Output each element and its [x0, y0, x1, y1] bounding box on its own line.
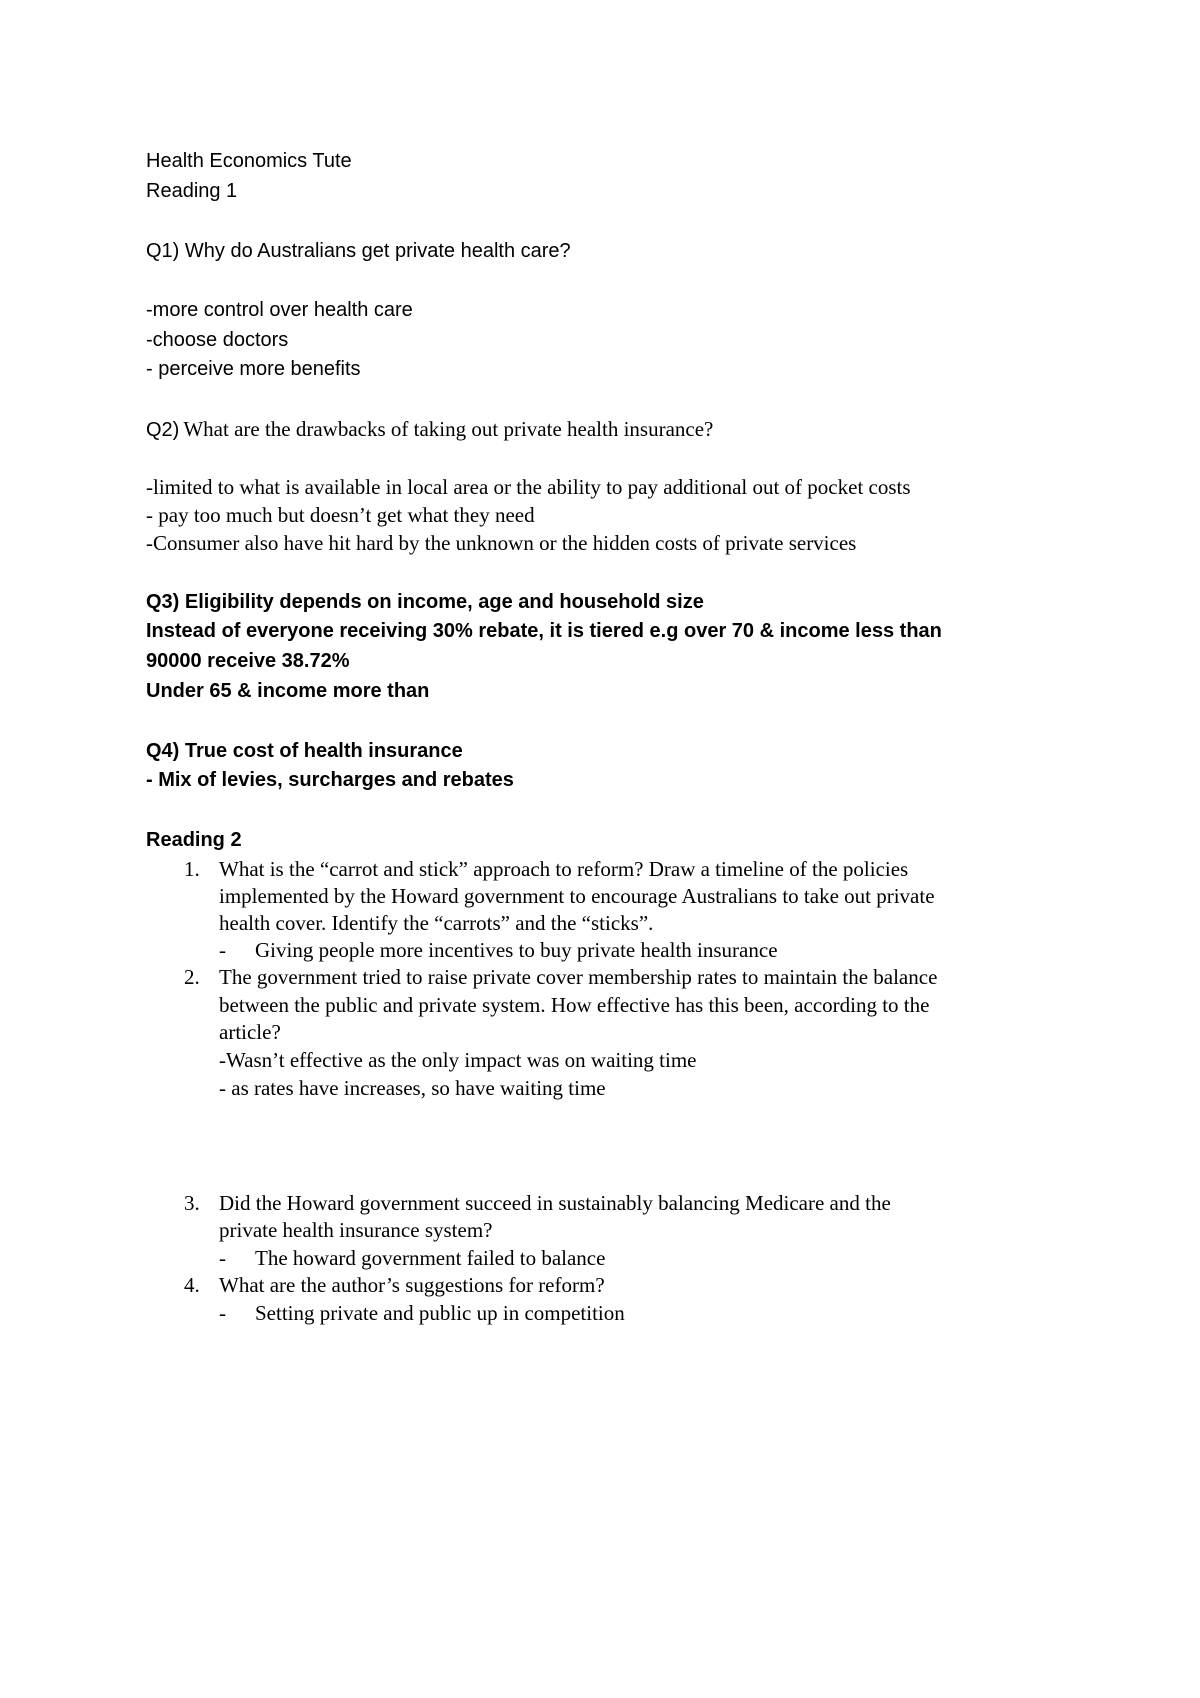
q2-answer-3: -Consumer also have hit hard by the unknown or the hidden costs of private services: [146, 531, 857, 555]
reading2-heading: Reading 2: [146, 829, 242, 851]
list-item-number: 3.: [184, 1191, 200, 1215]
list-item-number: 1.: [184, 857, 200, 881]
q4-answer-1: - Mix of levies, surcharges and rebates: [146, 769, 514, 791]
item1-answer-1: Giving people more incentives to buy private health insurance: [255, 938, 778, 962]
item1-line-2: implemented by the Howard government to encourage Australians to take out private: [219, 884, 935, 908]
item2-line-3: article?: [219, 1020, 281, 1044]
document-title: Health Economics Tute: [146, 150, 352, 172]
q2-question-line: [146, 416, 713, 445]
item3-line-2: private health insurance system?: [219, 1218, 493, 1242]
q4-question: Q4) True cost of health insurance: [146, 740, 463, 762]
item2-line-4: -Wasn’t effective as the only impact was on waiting time: [219, 1048, 697, 1072]
q2-question: What are the drawbacks of taking out private health insurance?: [183, 417, 714, 441]
q3-answer-1: Instead of everyone receiving 30% rebate, it is tiered e.g over 70 & income less than: [146, 620, 942, 642]
item1-line-3: health cover. Identify the “carrots” and the “sticks”.: [219, 911, 654, 935]
list-dash: -: [219, 1301, 226, 1325]
q2-label: Q2): [146, 419, 180, 441]
item4-line-1: What are the author’s suggestions for reform?: [219, 1273, 605, 1297]
list-dash: -: [219, 938, 226, 962]
q3-answer-3: Under 65 & income more than: [146, 680, 430, 702]
q2-answer-1: -limited to what is available in local area or the ability to pay additional out of pocket costs: [146, 475, 911, 499]
q3-question: Q3) Eligibility depends on income, age and household size: [146, 591, 704, 613]
list-dash: -: [219, 1246, 226, 1270]
q1-answer-3: - perceive more benefits: [146, 358, 361, 380]
item2-line-1: The government tried to raise private cover membership rates to maintain the balance: [219, 965, 938, 989]
list-item-number: 2.: [184, 965, 200, 989]
item3-line-1: Did the Howard government succeed in sustainably balancing Medicare and the: [219, 1191, 891, 1215]
item2-line-5: - as rates have increases, so have waiting time: [219, 1076, 606, 1100]
item3-answer-1: The howard government failed to balance: [255, 1246, 606, 1270]
q1-answer-1: -more control over health care: [146, 299, 413, 321]
item4-answer-1: Setting private and public up in competition: [255, 1301, 625, 1325]
q1-question: Q1) Why do Australians get private health care?: [146, 240, 571, 262]
q1-answer-2: -choose doctors: [146, 329, 289, 351]
reading1-heading: Reading 1: [146, 180, 238, 202]
item1-line-1: What is the “carrot and stick” approach to reform? Draw a timeline of the policies: [219, 857, 909, 881]
list-item-number: 4.: [184, 1273, 200, 1297]
q3-answer-2: 90000 receive 38.72%: [146, 650, 350, 672]
q2-answer-2: - pay too much but doesn’t get what they need: [146, 503, 535, 527]
item2-line-2: between the public and private system. How effective has this been, according to the: [219, 993, 930, 1017]
